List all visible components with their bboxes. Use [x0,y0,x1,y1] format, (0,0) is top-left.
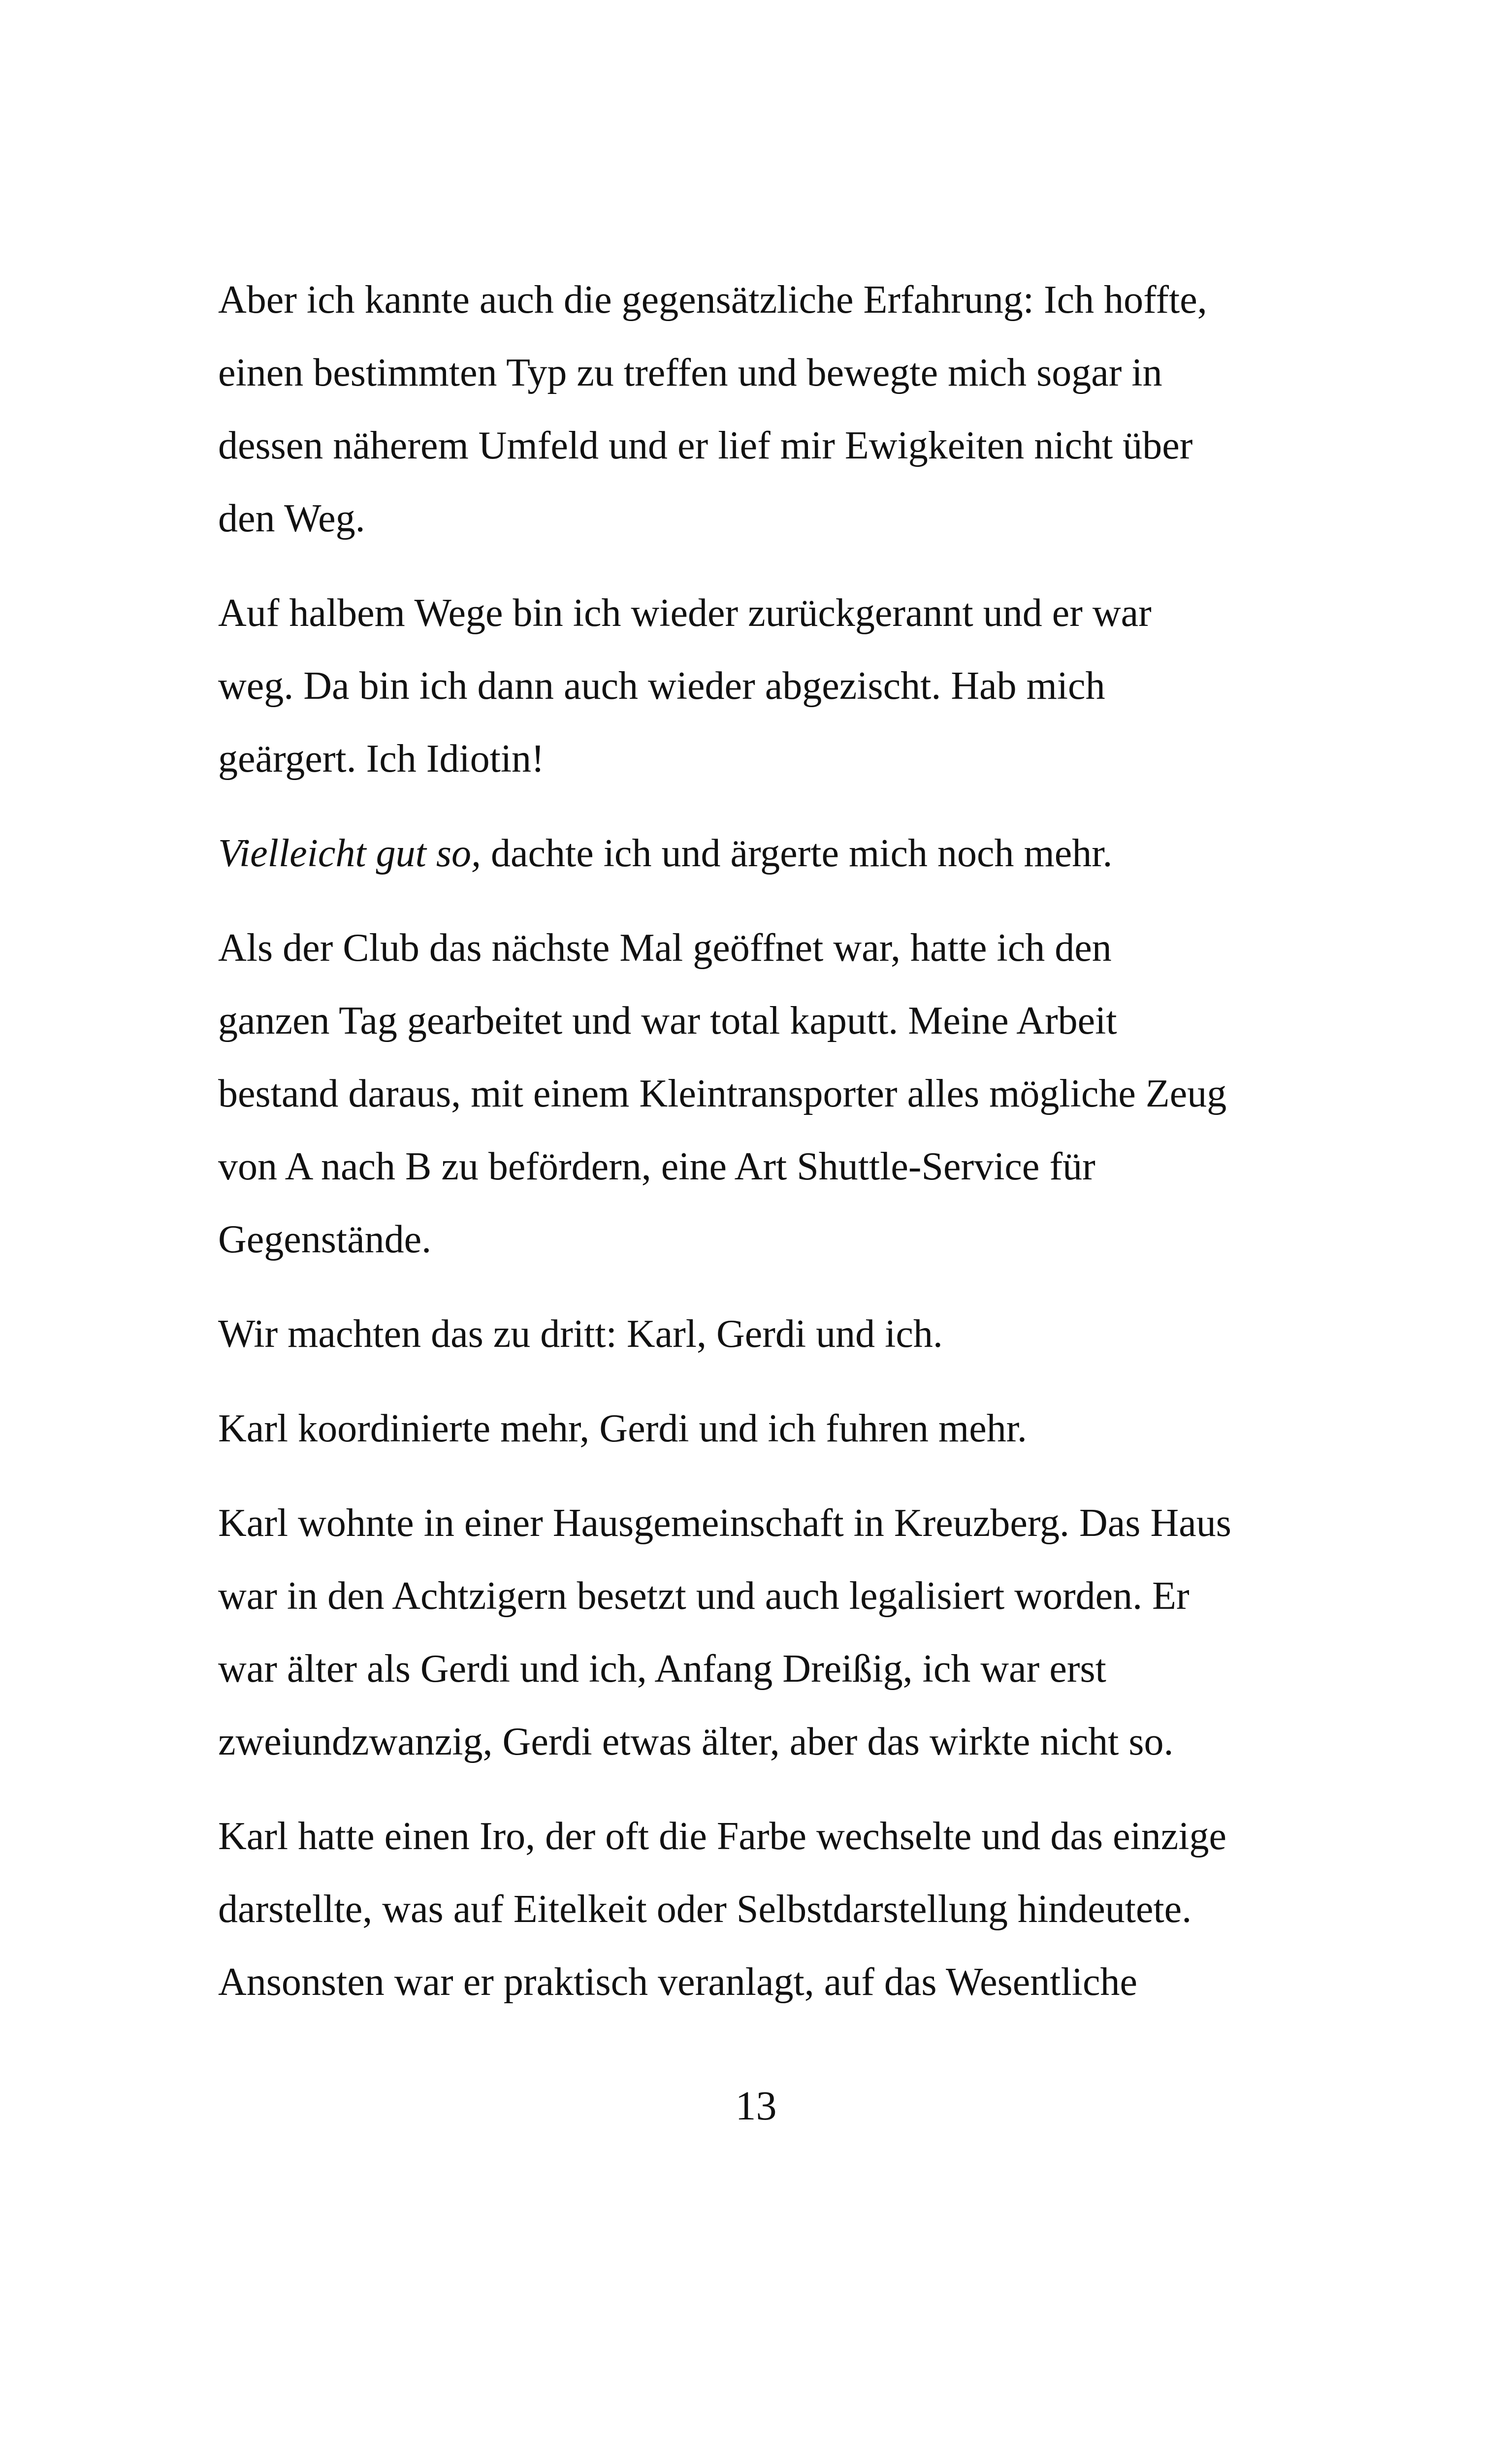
text-line: Aber ich kannte auch die gegensätzliche Erfahrung: Ich hoffte, [218,278,1207,322]
text-line: einen bestimmten Typ zu treffen und bewegte mich sogar in [218,351,1162,394]
text-line: zweiundzwanzig, Gerdi etwas älter, aber das wirkte nicht so. [218,1720,1174,1763]
text-line: Karl hatte einen Iro, der oft die Farbe wechselte und das einzige [218,1815,1227,1858]
page-number: 13 [735,2083,777,2129]
text-line: bestand daraus, mit einem Kleintransporter alles mögliche Zeug [218,1072,1227,1115]
paragraph [218,1800,1321,2019]
paragraph [218,1487,1321,1778]
text-line [218,817,1321,890]
text-line: Ansonsten war er praktisch veranlagt, auf das Wesentliche [218,1960,1137,2004]
text-line: Als der Club das nächste Mal geöffnet war, hatte ich den [218,926,1112,970]
text-line: Karl koordinierte mehr, Gerdi und ich fuhren mehr. [218,1407,1027,1450]
text-line: weg. Da bin ich dann auch wieder abgezischt. Hab mich [218,664,1105,708]
text-run: dachte ich und ärgerte mich noch mehr. [481,832,1113,875]
paragraph [218,1298,1321,1370]
text-line: geärgert. Ich Idiotin! [218,737,545,781]
text-line: dessen näherem Umfeld und er lief mir Ewigkeiten nicht über [218,424,1193,467]
text-line: Gegenstände. [218,1218,432,1261]
text-line: von A nach B zu befördern, eine Art Shuttle-Service für [218,1145,1095,1188]
paragraph [218,263,1321,555]
text-line: Auf halbem Wege bin ich wieder zurückgerannt und er war [218,591,1152,635]
text-line: Karl wohnte in einer Hausgemeinschaft in Kreuzberg. Das Haus [218,1501,1231,1545]
text-line: den Weg. [218,497,365,540]
text-line: Wir machten das zu dritt: Karl, Gerdi und ich. [218,1312,943,1356]
paragraph [218,577,1321,795]
text-line: war in den Achtzigern besetzt und auch legalisiert worden. Er [218,1574,1190,1618]
text-line: darstellte, was auf Eitelkeit oder Selbstdarstellung hindeutete. [218,1888,1192,1931]
paragraph [218,817,1321,890]
text-line: war älter als Gerdi und ich, Anfang Dreißig, ich war erst [218,1647,1106,1691]
text-line: ganzen Tag gearbeitet und war total kaputt. Meine Arbeit [218,999,1117,1042]
paragraph [218,912,1321,1276]
italic-text: Vielleicht gut so, [218,832,481,875]
body-text [218,263,1321,2040]
paragraph [218,1392,1321,1465]
